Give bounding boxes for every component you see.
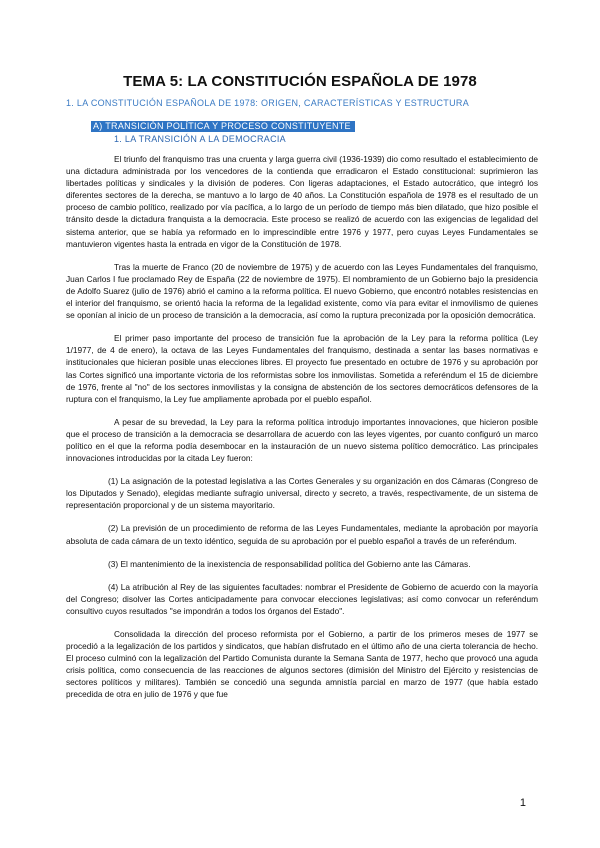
list-item-1: (1) La asignación de la potestad legislativa a las Cortes Generales y su organización en dos Cámaras (Congreso de los Diputados y Senado), elegidas mediante sufragio universal, directo y secreto, a través, respectivamente, de un sistema de representación proporcional y de un sistema mayoritario.: [66, 476, 538, 511]
subsection-heading: A) TRANSICIÓN POLÍTICA Y PROCESO CONSTITUYENTE: [91, 121, 355, 132]
paragraph-intro: El triunfo del franquismo tras una cruenta y larga guerra civil (1936-1939) dio como resultado el establecimiento de una dictadura administrada por los vencedores de la contienda que erradicaron el Estado constitucional: suprimieron las libertades políticas y sindicales y la división de poderes. Con ligeras adaptaciones, el Estado autocrático, que integró los diferentes sectores de la derecha, se mantuvo a lo largo de 40 años. La Constitución española de 1978 es el resultado de un proceso de cambio político, realizado por vía pacífica, a lo largo de un período de tiempo más bien dilatado, que hizo posible el tránsito desde la dictadura franquista a la democracia. Este proceso se realizó de acuerdo con las exigencias de legalidad del sistema anterior, que se había ya reformado en lo imprescindible entre 1976 y 1977, pero cuyas Leyes Fundamentales se mantuvieron vigentes hasta la entrada en vigor de la Constitución de 1978.: [66, 154, 538, 249]
paragraph-franco-death: Tras la muerte de Franco (20 de noviembre de 1975) y de acuerdo con las Leyes Fundamentales del franquismo, Juan Carlos I fue proclamado Rey de España (22 de noviembre de 1975). El nombramiento de un Gobierno bajo la presidencia de Adolfo Suarez (julio de 1976) abrió el camino a la reforma política. El nuevo Gobierno, que encontró notables resistencias en el interior del franquismo, se orientó hacia la reforma de la legalidad existente, como vía para evitar el inmovilismo de quienes se oponían al inicio de un proceso de transición a la democracia, así como la ruptura preconizada por la oposición democrática.: [66, 261, 538, 321]
body-text: [66, 153, 538, 712]
subsubsection-heading: 1. LA TRANSICIÓN A LA DEMOCRACIA: [114, 134, 286, 144]
subsection-heading-wrapper: [91, 116, 355, 134]
section-heading: 1. LA CONSTITUCIÓN ESPAÑOLA DE 1978: ORIGEN, CARACTERÍSTICAS Y ESTRUCTURA: [66, 98, 469, 108]
page-title: TEMA 5: LA CONSTITUCIÓN ESPAÑOLA DE 1978: [123, 73, 477, 90]
list-item-2: (2) La previsión de un procedimiento de reforma de las Leyes Fundamentales, mediante la aprobación por mayoría absoluta de cada cámara de un texto idéntico, seguida de su aprobación por el pueblo español a través de un referéndum.: [66, 523, 538, 546]
paragraph-legalization: Consolidada la dirección del proceso reformista por el Gobierno, a partir de los primeros meses de 1977 se procedió a la legalización de los partidos y sindicatos, que habían disfrutado en el último año de una cierta tolerancia de hecho. El proceso culminó con la legalización del Partido Comunista durante la Semana Santa de 1977, hecho que provocó una aguda crisis política, como consecuencia de las reacciones de algunos sectores (dimisión del Ministro del Ejército y resistencias de sectores políticos y militares). También se concedió una segunda amnistía parcial en marzo de 1977 (que había estado precedida de otra en julio de 1976 y que fue: [66, 629, 538, 700]
list-item-3: (3) El mantenimiento de la inexistencia de responsabilidad política del Gobierno ante las Cámaras.: [108, 558, 471, 569]
paragraph-reform-law: El primer paso importante del proceso de transición fue la aprobación de la Ley para la reforma política (Ley 1/1977, de 4 de enero), la octava de las Leyes Fundamentales del franquismo, destinada a sentar las bases normativas e institucionales que hicieran posible unas elecciones libres. El proyecto fue presentado en octubre de 1976 y su aprobación por las Cortes significó una importante victoria de los reformistas sobre los inmovilistas. Sometida a referéndum el 15 de diciembre de 1976, frente al "no" de los sectores inmovilistas y la consigna de abstención de los sectores democráticos defensores de la ruptura con el franquismo, la Ley fue ampliamente aprobada por el pueblo español.: [66, 333, 538, 404]
list-item-4: (4) La atribución al Rey de las siguientes facultades: nombrar el Presidente de Gobierno de acuerdo con la mayoría del Congreso; disolver las Cortes anticipadamente para convocar elecciones legislativas; así como convocar un referéndum consultivo cuyos resultados "se impondrán a todos los órganos del Estado".: [66, 581, 538, 616]
paragraph-innovations: A pesar de su brevedad, la Ley para la reforma política introdujo importantes innovaciones, que hicieron posible que el proceso de transición a la democracia se desarrollara de acuerdo con las leyes vigentes, por cuanto configuró un marco político en el que la reforma podía desembocar en la instauración de un nuevo sistema político democrático. Las principales innovaciones introducidas por la citada Ley fueron:: [66, 416, 538, 464]
page-number: 1: [519, 797, 526, 809]
